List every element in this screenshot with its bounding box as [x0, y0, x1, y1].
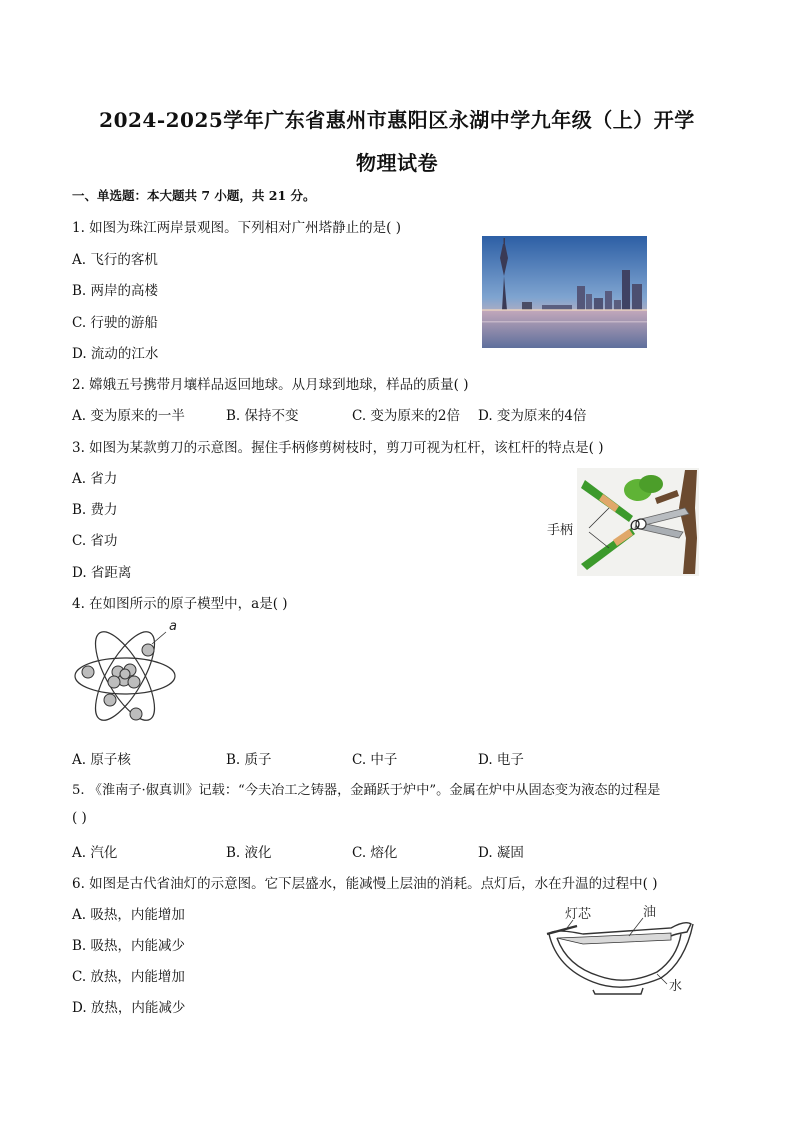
- question-3-option-d: D. 省距离: [72, 565, 132, 581]
- question-6-option-c: C. 放热，内能增加: [72, 969, 185, 985]
- question-2-option-d: D. 变为原来的4倍: [478, 408, 587, 424]
- question-3-option-b: B. 费力: [72, 502, 118, 518]
- question-1-option-a: A. 飞行的客机: [72, 252, 158, 268]
- lamp-oil-label: 油: [643, 905, 657, 920]
- question-2-option-a: A. 变为原来的一半: [72, 408, 185, 424]
- lamp-water-label: 水: [669, 979, 683, 994]
- exam-title-line1: 2024-2025学年广东省惠州市惠阳区永湖中学九年级（上）开学: [99, 108, 695, 132]
- question-1-option-c: C. 行驶的游船: [72, 315, 158, 331]
- atom-model-figure: [70, 614, 185, 734]
- question-6-option-b: B. 吸热，内能减少: [72, 938, 186, 954]
- question-2-stem: 2. 嫦娥五号携带月壤样品返回地球。从月球到地球，样品的质量( ): [72, 377, 469, 393]
- oil-lamp-figure: [543, 898, 703, 1000]
- question-3-stem: 3. 如图为某款剪刀的示意图。握住手柄修剪树枝时，剪刀可视为杠杆，该杠杆的特点是( ): [72, 440, 604, 456]
- question-4-option-a: A. 原子核: [72, 752, 131, 768]
- question-3-option-a: A. 省力: [72, 471, 118, 487]
- question-6-option-d: D. 放热，内能减少: [72, 1000, 186, 1016]
- question-1-option-b: B. 两岸的高楼: [72, 283, 159, 299]
- question-5-stem-line2: ( ): [72, 810, 87, 826]
- shears-handle-label: 手柄: [547, 523, 574, 538]
- shears-pivot-label: O: [630, 519, 641, 534]
- question-1-stem: 1. 如图为珠江两岸景观图。下列相对广州塔静止的是( ): [72, 220, 401, 236]
- question-4-option-d: D. 电子: [478, 752, 524, 768]
- pearl-river-photo: [482, 236, 647, 348]
- question-6-option-a: A. 吸热，内能增加: [72, 907, 185, 923]
- question-4-option-b: B. 质子: [226, 752, 272, 768]
- question-3-option-c: C. 省功: [72, 533, 118, 549]
- question-4-option-c: C. 中子: [352, 752, 398, 768]
- pruning-shears-figure: [545, 468, 700, 576]
- question-4-stem: 4. 在如图所示的原子模型中，a是( ): [72, 596, 288, 612]
- atom-marker-label: a: [169, 619, 177, 634]
- exam-title-line2: 物理试卷: [356, 151, 438, 175]
- question-5-option-d: D. 凝固: [478, 845, 524, 861]
- question-5-stem-line1: 5. 《淮南子·俶真训》记载：“今夫冶工之铸器，金踊跃于炉中”。金属在炉中从固态变为液态的过程是: [72, 783, 661, 798]
- question-5-option-a: A. 汽化: [72, 845, 118, 861]
- question-5-option-b: B. 液化: [226, 845, 272, 861]
- question-2-option-b: B. 保持不变: [226, 408, 299, 424]
- question-1-option-d: D. 流动的江水: [72, 346, 159, 362]
- question-5-option-c: C. 熔化: [352, 845, 398, 861]
- lamp-wick-label: 灯芯: [565, 907, 592, 922]
- section-heading: 一、单选题：本大题共 7 小题，共 21 分。: [72, 188, 316, 203]
- question-2-option-c: C. 变为原来的2倍: [352, 408, 461, 424]
- question-6-stem: 6. 如图是古代省油灯的示意图。它下层盛水，能减慢上层油的消耗。点灯后，水在升温的过程中( ): [72, 876, 658, 892]
